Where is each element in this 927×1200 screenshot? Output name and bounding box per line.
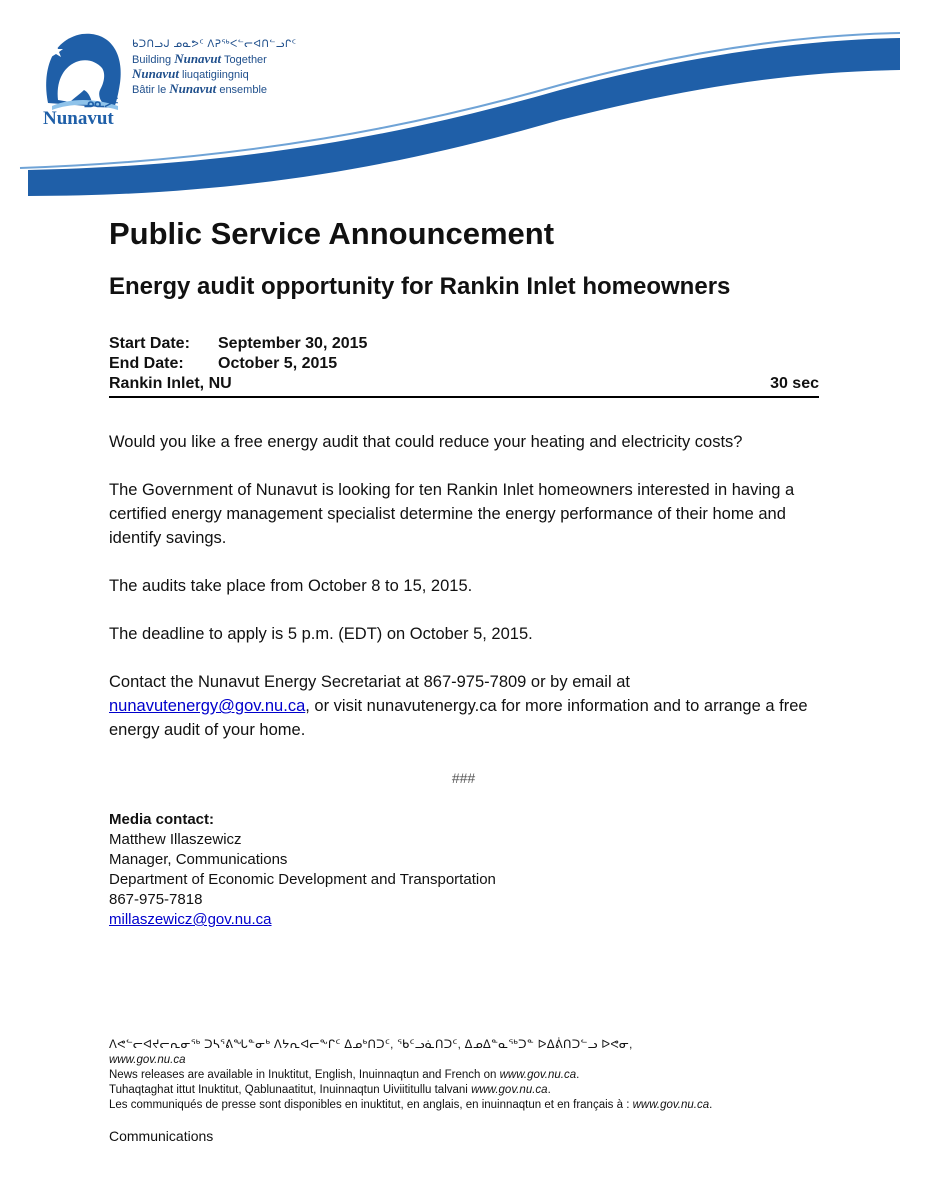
paragraph: Would you like a free energy audit that could reduce your heating and electricity costs? [109, 433, 743, 451]
logo-wordmark: Nunavut [43, 108, 114, 129]
end-date-label: End Date: [109, 355, 184, 372]
paragraph: The audits take place from October 8 to 15, 2015. [109, 577, 473, 595]
contact-department: Department of Economic Development and Transportation [109, 871, 496, 888]
announcement-body [109, 430, 809, 766]
start-date-value: September 30, 2015 [218, 335, 368, 352]
contact-name: Matthew Illaszewicz [109, 831, 242, 848]
header-swoosh [0, 0, 927, 205]
paragraph: The Government of Nunavut is looking for ten Rankin Inlet homeowners interested in having a certified energy management specialist determine the energy performance of their home and identify savings. [109, 481, 795, 547]
media-contact-heading: Media contact: [109, 811, 215, 828]
tagline-inuinnaqtun: Nunavut liuqatigiingniq [132, 66, 249, 81]
footer-french: Les communiqués de presse sont disponibles en inuktitut, en anglais, en inuinnaqtun et en français à : www.gov.nu.ca. [109, 1099, 713, 1111]
footer-syllabics: ᐱᕙᓪᓕᐊᔪᓕᕆᓂᖅ ᑐᓴᕐᕕᖓᓐᓂᒃ ᐱᔭᕆᐊᓕᖕᒋᑦ ᐃᓄᒃᑎᑐᑦ, ᖃᑦᓗᓈᑎᑐᑦ, ᐃᓄᐃᓐᓇᖅᑐᓐ ᐅᐃᕖᑎᑐᓪᓗ ᐅᕙᓂ, [109, 1039, 633, 1051]
nunavut-logo [40, 28, 125, 128]
end-date-value: October 5, 2015 [218, 355, 338, 372]
location-row [109, 374, 819, 398]
paragraph: The deadline to apply is 5 p.m. (EDT) on October 5, 2015. [109, 625, 533, 643]
end-marker: ### [451, 770, 476, 786]
media-contact [109, 810, 496, 930]
tagline-syllabics: ᑲᑐᑎᓗᒍ ᓄᓇᕗᑦ ᐱᕈᖅᐸᓪᓕᐊᑎᓪᓗᒋᑦ [132, 39, 297, 50]
contact-role: Manager, Communications [109, 851, 288, 868]
footer-notes [109, 1038, 829, 1113]
footer-english: News releases are available in Inuktitut, English, Inuinnaqtun and French on www.gov.nu.ca. [109, 1069, 580, 1081]
footer-department: Communications [109, 1128, 214, 1144]
start-date-row [109, 334, 819, 354]
document-subtitle: Energy audit opportunity for Rankin Inlet homeowners [109, 273, 731, 300]
contact-phone: 867-975-7818 [109, 891, 203, 908]
contact-paragraph: Contact the Nunavut Energy Secretariat at 867-975-7809 or by email at nunavutenergy@gov.nu.ca, or visit nunavutenergy.ca for more information and to arrange a free energy audit of your home. [109, 673, 808, 739]
logo-syllabics: ᓄᓇᕗᑦ [84, 96, 119, 110]
start-date-label: Start Date: [109, 335, 190, 352]
end-date-row [109, 354, 819, 374]
tagline-english: Building Nunavut Together [132, 51, 267, 66]
tagline-french: Bâtir le Nunavut ensemble [132, 81, 268, 96]
energy-email-link[interactable]: nunavutenergy@gov.nu.ca [109, 697, 306, 715]
duration: 30 sec [770, 375, 819, 392]
contact-email-link[interactable]: millaszewicz@gov.nu.ca [109, 911, 272, 928]
document-title: Public Service Announcement [109, 216, 555, 251]
tagline [132, 38, 296, 97]
footer-inuinnaqtun: Tuhaqtaghat ittut Inuktitut, Qablunaatitut, Inuinnaqtun Uiviititullu talvani www.gov.nu.ca. [109, 1084, 551, 1096]
date-block [109, 334, 819, 398]
location: Rankin Inlet, NU [109, 375, 232, 392]
footer-site: www.gov.nu.ca [109, 1054, 186, 1066]
